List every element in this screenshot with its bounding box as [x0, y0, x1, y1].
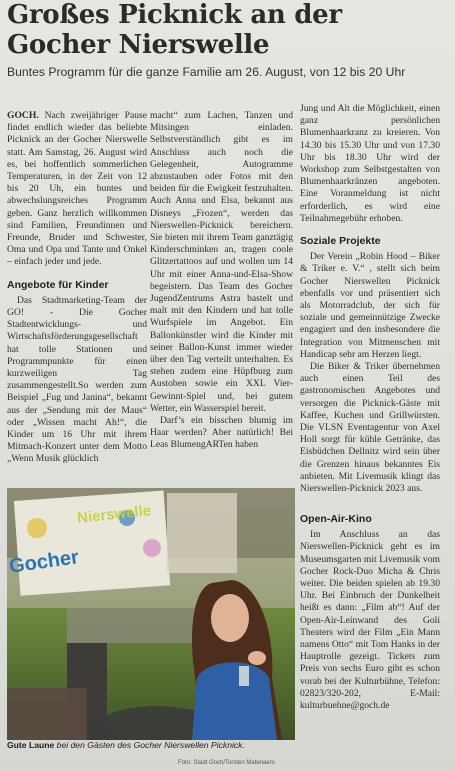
soziale-paragraph-1: Der Verein „Robin Hood – Biker & Triker e. V.“ , stellt sich beim Gocher Nierswellen Picknick ebenfalls vor und präsentiert sich als Motorradclub, der sich für soziale und gemeinnützige Zwecke engagiert und den insbesondere die Integration von Mitmenschen mit Handicap sehr am Herzen liegt.	[300, 251, 440, 360]
article-column-2	[150, 110, 293, 452]
soziale-paragraph-2: Die Biker & Triker übernehmen auch einen Teil des gastronomischen Angebotes und versorgen die Picknick-Gäste mit Kaffee, Kuchen und Grillwürsten. Die VLSN Eventagentur von Axel Holl sorgt für kühle Getränke, das Eisbüdchen Dellnitz wird sein über die Grenzen hinaus bekanntes Eis anbieten. Mit Livemusik klingt das Nierswellen-Picknick 2023 aus.	[300, 361, 440, 495]
headline-line-1: Großes Picknick an der	[7, 0, 342, 30]
photo-banner-text-2: Nierswelle	[76, 502, 152, 527]
photo-banner-text: Gocher	[7, 546, 81, 578]
article-subheadline: Buntes Programm für die ganze Familie am 26. August, von 12 bis 20 Uhr	[7, 65, 406, 79]
headline-line-2: Gocher Nierswelle	[7, 30, 270, 60]
dateline: GOCH.	[7, 110, 39, 121]
article-column-3	[300, 103, 440, 495]
intro-paragraph	[7, 110, 147, 269]
article-column-1	[7, 110, 147, 466]
column2-paragraph-2: Darf’s ein bisschen blumig im Haar werden? Aber natürlich! Bei Leas BlumengARTen haben	[150, 415, 293, 451]
kinder-paragraph: Das Stadtmarketing-Team der GO! - Die Gocher Stadtentwicklungs- und Wirtschaftsförderungsgesellschaft hat tolle Stationen und Programmpunkte für einen kurzweiligen Tag zusammengestellt.So werden zum Beispiel „Fug und Janina“, bekannt aus der „Sendung mit der Maus“ oder „Wissen macht Ah!“, die Kinder um 16 Uhr mit ihrem Mitmach-Konzert unter dem Motto „Wenn Musik glücklich	[7, 294, 147, 465]
photo-credit: Foto: Stadt Goch/Torsten Matenaers	[178, 760, 275, 766]
photo-caption	[7, 740, 295, 750]
caption-italic: bei den Gästen des Gocher Nierswellen Picknick.	[56, 740, 245, 750]
intro-text: Nach zweijähriger Pause findet endlich wieder das beliebte Picknick an der Gocher Nierswelle statt. Am Samstag, 26. August wird es, bei hoffentlich sommerlichen Temperaturen, in der Zeit von 12 bis 20 Uh, ein buntes und abwechslungsreiches Programm geben. Ganz herzlich willkommen sind Familien, Freundinnen und Freunde, Bruder und Schwester, Oma und Opa und Tante und Onkel – einfach jeder und jede.	[7, 110, 147, 268]
column3-paragraph-1: Jung und Alt die Möglichkeit, einen ganz persönlichen Blumenhaarkranz zu kreieren. Von 14.30 bis 15.30 Uhr und von 17.30 Uhr bis 18.30 Uhr wird der Workshop zum Selbstgestalten von Blumenhaarkränzen angeboten. Eine Voranmeldung ist nicht erforderlich, es wird eine Teilnahmegebühr erhoben.	[300, 103, 440, 224]
section-heading-soziale-projekte: Soziale Projekte	[300, 235, 381, 248]
section-heading-open-air-kino: Open-Air-Kino	[300, 513, 372, 525]
article-headline	[7, 0, 447, 60]
article-column-3-lower	[300, 513, 440, 712]
article-photo	[7, 488, 295, 740]
photo-illustration	[7, 488, 295, 740]
caption-bold: Gute Laune	[7, 740, 55, 750]
section-heading-kinder: Angebote für Kinder	[7, 278, 109, 291]
column2-paragraph-1: macht“ zum Lachen, Tanzen und Mitsingen einladen. Selbstverständlich gibt es im Anschluss auch noch die Gelegenheit, Autogramme abzustauben oder Fotos mit den beiden für die Ewigkeit festzuhalten. Auch Anna und Elsa, bekannt aus Disneys „Frozen“, werden das Nierswellen-Picknick bereichern. Sie bieten mit ihrem Team ganztägig Kinderschminken an, tragen coole Glitzertattoos auf und wollen um 14 Uhr mit einer Anna-und-Elsa-Show begeistern. Das Team des Gocher JugendZentrums Astra bastelt und malt mit den Kindern und hat tolle Wurfspiele im Angebot. Ein Ballonkünstler wird die Kinder mit seiner Ballon-Kunst immer wieder über den Tag verteilt unterhalten. Es stehen zudem eine Hüpfburg zum Austoben sowie ein XXL Vier-Gewinnt-Spiel und, bei gutem Wetter, ein Wasserspiel bereit.	[150, 110, 293, 414]
kino-paragraph: Im Anschluss an das Nierswellen-Picknick geht es im Museumsgarten mit Livemusik vom Gocher Rock-Duo Micha & Chris weiter. Die beiden spielen ab 19.30 Uhr. Bei Einbruch der Dunkelheit heißt es dann: „Film ab“! Auf der Open-Air-Leinwand des Goli Theaters wird der Film „Ein Mann namens Otto“ mit Tom Hanks in der Hauptrolle gezeigt. Tickets zum Preis von sechs Euro gibt es schon vorab bei der Kulturbühne, Telefon: 02823/320-202, E-Mail: kulturbuehne@goch.de	[300, 529, 440, 712]
